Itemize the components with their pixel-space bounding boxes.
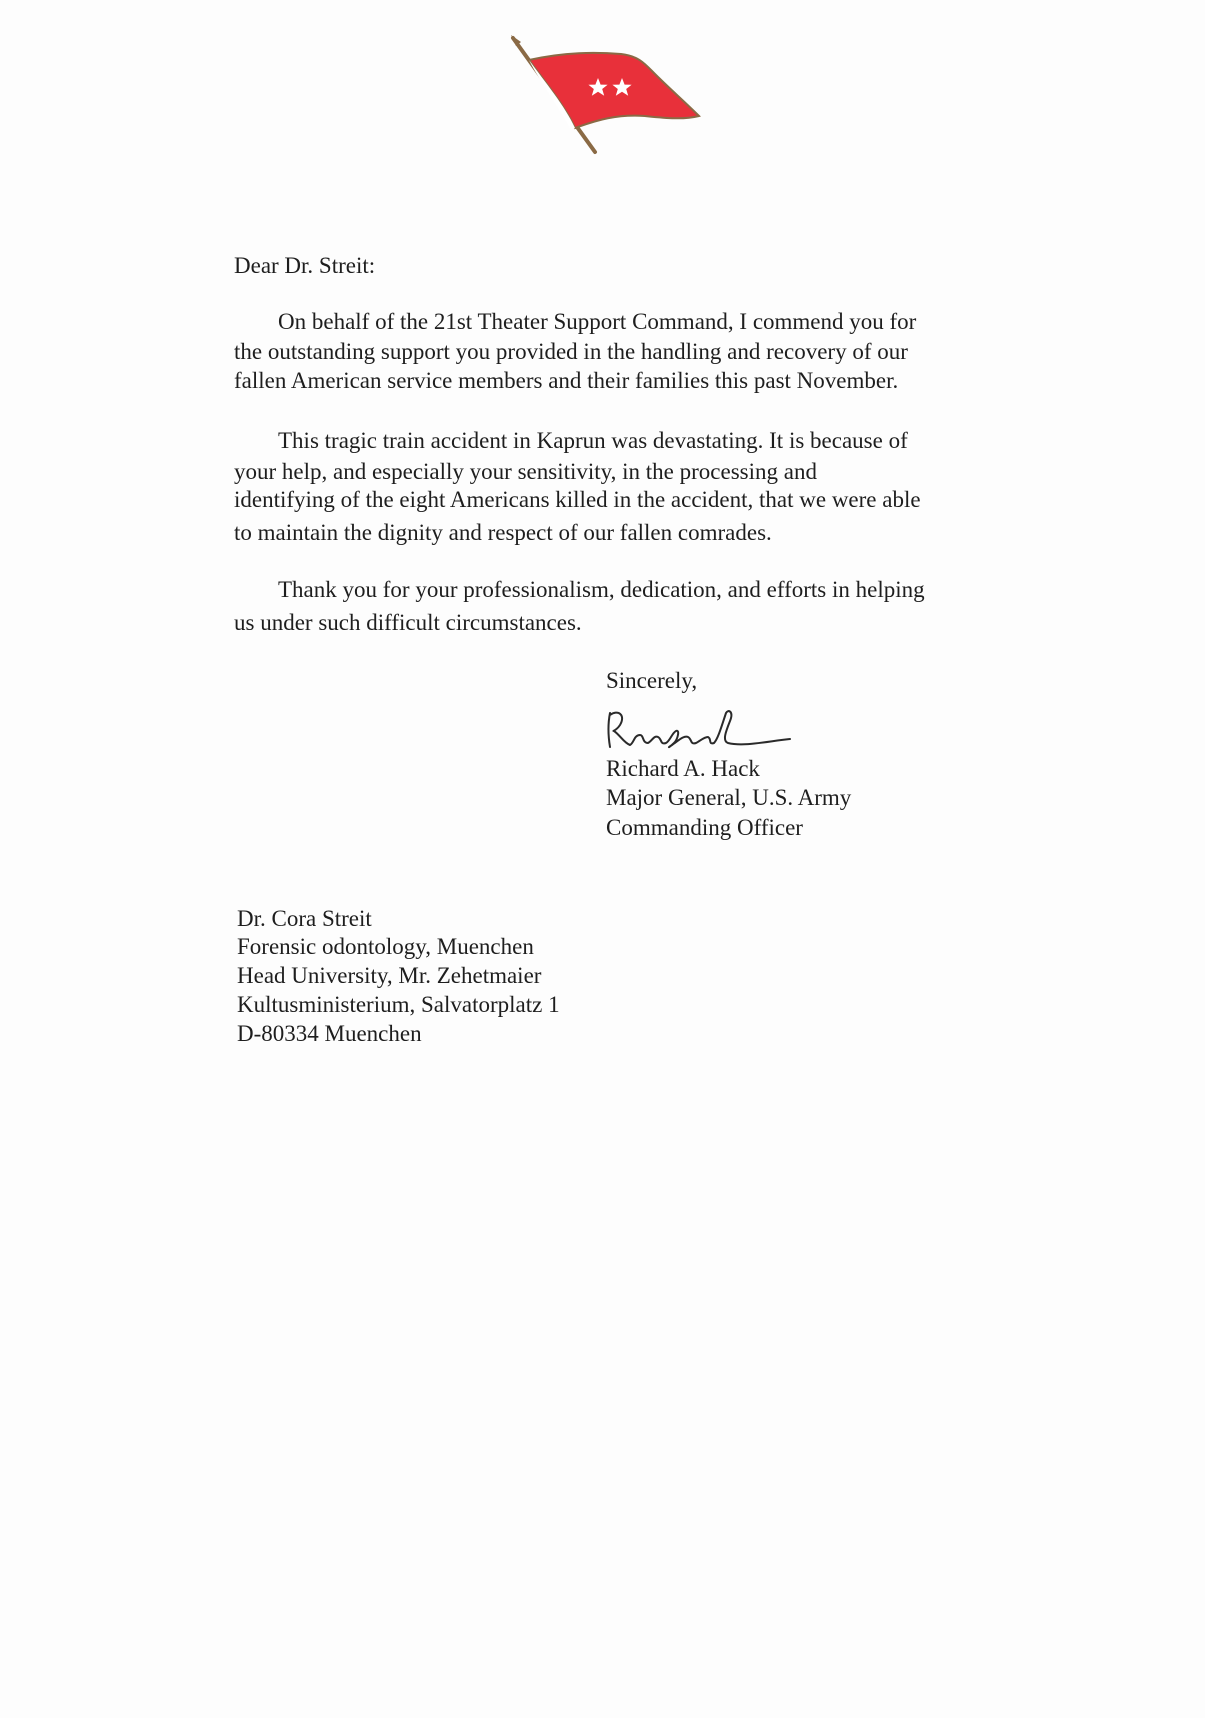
- address-line: Forensic odontology, Muenchen: [237, 934, 534, 959]
- signatory-position: Commanding Officer: [606, 815, 803, 840]
- paragraph-2-line: to maintain the dignity and respect of our fallen comrades.: [234, 520, 772, 545]
- paragraph-1-line: fallen American service members and their families this past November.: [234, 368, 899, 393]
- address-line: Dr. Cora Streit: [237, 906, 372, 931]
- signatory-name: Richard A. Hack: [606, 756, 760, 781]
- paragraph-2-line: identifying of the eight Americans killed in the accident, that we were able: [234, 487, 921, 512]
- paragraph-3-line: us under such difficult circumstances.: [234, 610, 582, 635]
- paragraph-1-line: On behalf of the 21st Theater Support Command, I commend you for: [278, 309, 917, 334]
- paragraph-2-line: This tragic train accident in Kaprun was devastating. It is because of: [278, 428, 908, 453]
- paragraph-2-line: your help, and especially your sensitivity, in the processing and: [234, 459, 817, 484]
- flag-cloth: [529, 53, 699, 128]
- valediction: Sincerely,: [606, 668, 698, 693]
- address-line: Kultusministerium, Salvatorplatz 1: [237, 992, 560, 1017]
- address-line: D-80334 Muenchen: [237, 1021, 422, 1046]
- signature-stroke: [609, 711, 791, 747]
- address-line: Head University, Mr. Zehetmaier: [237, 963, 542, 988]
- paragraph-3-line: Thank you for your professionalism, dedication, and efforts in helping: [278, 577, 925, 602]
- two-star-general-flag-icon: [505, 34, 705, 156]
- signatory-rank: Major General, U.S. Army: [606, 785, 852, 810]
- salutation: Dear Dr. Streit:: [234, 253, 376, 278]
- paragraph-1-line: the outstanding support you provided in the handling and recovery of our: [234, 339, 908, 364]
- handwritten-signature: [604, 705, 794, 757]
